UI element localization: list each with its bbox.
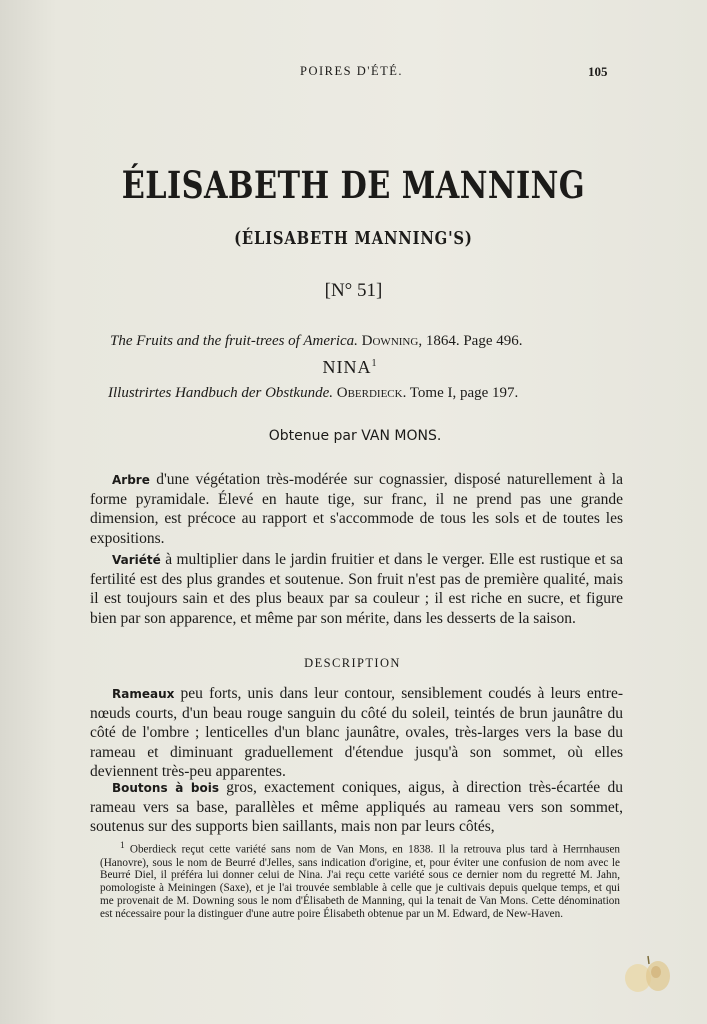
paragraph-text: à multiplier dans le jardin fruitier et dans le verger. Elle est rustique et sa fertilité est des plus grandes et soutenue. Son fruit n'est pas de première qualité, mais il est toujours sain et des plus beaux par sa couleur ; il est riche en sucre, et figure bien par son apparence, et même par son mérite, dans les desserts de la saison.: [90, 551, 623, 627]
entry-title: ÉLISABETH DE MANNING: [121, 163, 586, 207]
reference-work: Illustrirtes Handbuch der Obstkunde.: [108, 385, 333, 401]
paragraph-text: d'une végétation très-modérée sur cognassier, disposé naturellement à la forme pyramidale. Élevé en haute tige, sur franc, il ne prend pas une grande dimension, est précoce au rapport et s'accommode de tous les sols et de toutes les expositions.: [90, 471, 623, 547]
running-title: POIRES D'ÉTÉ.: [300, 64, 404, 78]
page-number: 105: [588, 64, 608, 79]
obtained-by: Obtenue par VAN MONS.: [268, 428, 442, 444]
paragraph-text: peu forts, unis dans leur contour, sensiblement coudés à leurs entre-nœuds courts, d'un beau rouge sanguin du côté du soleil, teintés de brun jaunâtre du côté de l'ombre ; lenticelles d'un blanc jaunâtre, ovales, très-larges vers la base du rameau et diminuant graduellement d'étendue jusqu'à son sommet, où elles deviennent très-peu apparentes.: [90, 685, 623, 780]
footnote-text: Oberdieck reçut cette variété sans nom de Van Mons, en 1838. Il la retrouva plus tard à Herrnhausen (Hanovre), sous le nom de Beurré d'Jelles, sans indication d'origine, et, pour éviter une confusion de nom avec le Beurré Diel, il préféra lui donner celui de Nina. J'ai reçu cette variété sous ce dernier nom du regretté M. Jahn, pomologiste à Meiningen (Saxe), et je l'ai trouvée semblable à celle que je cultivais depuis quelque temps, et qui me provenait de M. Downing sous le nom d'Élisabeth de Manning, qui la tenait de Van Mons. Cette dénomination est nécessaire pour la distinguer d'une autre poire Élisabeth obtenue par un M. Edward, de New-Haven.: [100, 843, 620, 920]
paragraph-lead: Rameaux: [112, 687, 175, 701]
reference-author: Oberdieck: [336, 385, 403, 401]
paragraph-lead: Boutons à bois: [112, 781, 219, 795]
entry-subtitle: (ÉLISABETH MANNING'S): [234, 228, 473, 249]
synonym-name: NINA: [322, 357, 372, 377]
entry-number: [N° 51]: [324, 280, 383, 301]
reference-details: , 1864. Page 496.: [418, 333, 523, 349]
paragraph-variete: [90, 550, 623, 628]
synonym-heading: [0, 357, 700, 378]
paragraph-boutons: [90, 778, 623, 837]
paragraph-rameaux: [90, 684, 623, 781]
footnote-number: 1: [120, 841, 125, 851]
paragraph-lead: Arbre: [112, 473, 150, 487]
reference-work: The Fruits and the fruit-trees of America.: [110, 333, 358, 349]
reference-oberdieck: [108, 385, 518, 402]
footnote-marker: 1: [371, 358, 378, 369]
reference-author: Downing: [361, 333, 419, 349]
description-heading: DESCRIPTION: [304, 656, 401, 670]
paragraph-lead: Variété: [112, 553, 161, 567]
reference-details: . Tome I, page 197.: [402, 385, 519, 401]
paragraph-arbre: [90, 470, 623, 548]
reference-downing: [110, 333, 522, 350]
pear-illustration-icon: [618, 950, 678, 995]
footnote: [100, 840, 620, 921]
paragraph-text: gros, exactement coniques, aigus, à direction très-écartée du rameau vers sa base, parallèles et même appliqués au rameau vers son sommet, soutenus sur des supports bien saillants, mais non par leurs côtés,: [90, 779, 623, 836]
